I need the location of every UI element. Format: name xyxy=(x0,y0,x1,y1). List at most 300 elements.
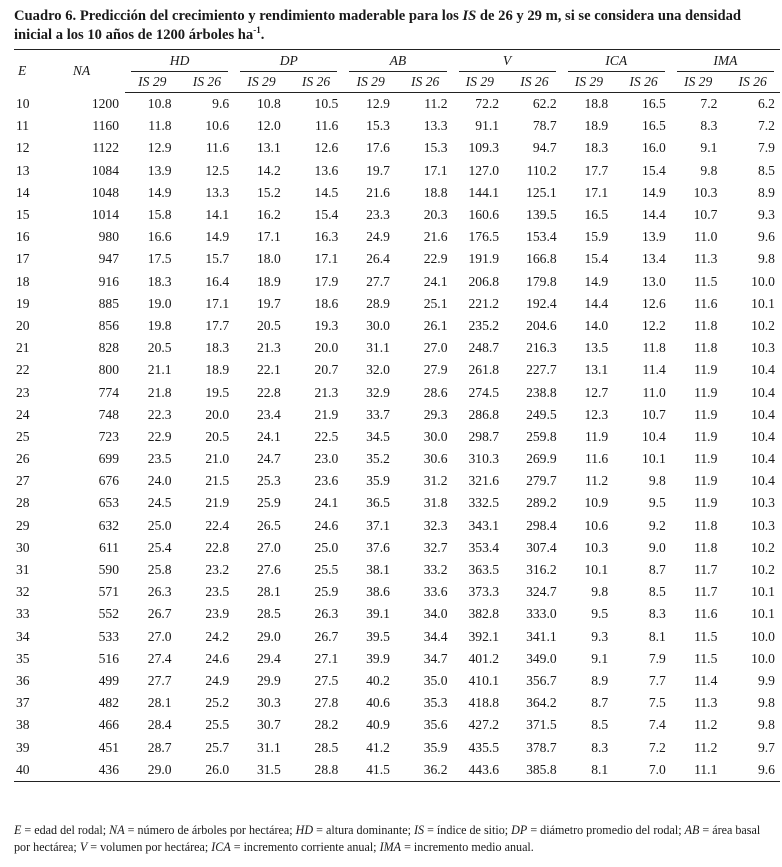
cell-value: 16.6 xyxy=(147,229,172,245)
cell-value: 21.1 xyxy=(147,362,172,378)
cell-value: 10.3 xyxy=(693,184,718,200)
cell-value: 17.1 xyxy=(256,229,281,245)
cell-value: 24.6 xyxy=(205,650,230,666)
cell-age: 31 xyxy=(16,562,30,578)
footnote-term: V xyxy=(79,840,88,854)
cell-value: 25.9 xyxy=(256,495,281,511)
cell-value: 192.4 xyxy=(526,295,557,311)
cell-value: 27.7 xyxy=(147,672,172,688)
cell-value: 19.7 xyxy=(366,162,390,178)
cell-value: 13.9 xyxy=(147,162,172,178)
cell-value: 37.1 xyxy=(366,517,390,533)
cell-value: 36.5 xyxy=(366,495,390,511)
cell-value: 125.1 xyxy=(526,184,557,200)
table-row xyxy=(14,692,780,714)
cell-value: 27.0 xyxy=(423,340,448,356)
cell-value: 206.8 xyxy=(468,273,500,289)
cell-value: 401.2 xyxy=(468,650,500,666)
footnote-term: IS xyxy=(413,823,425,837)
cell-value: 7.5 xyxy=(648,695,666,711)
cell-value: 25.1 xyxy=(423,295,448,311)
cell-value: 37.6 xyxy=(366,539,390,555)
cell-value: 324.7 xyxy=(526,584,557,600)
cell-value: 27.4 xyxy=(147,650,172,666)
growth-yield-table xyxy=(14,49,780,782)
table-row xyxy=(14,359,780,381)
cell-value: 16.5 xyxy=(642,96,666,112)
cell-value: 26.7 xyxy=(314,628,339,644)
table-row xyxy=(14,426,780,448)
cell-value: 22.8 xyxy=(256,384,281,400)
cell-value: 34.7 xyxy=(423,650,448,666)
table-row xyxy=(14,626,780,648)
cell-value: 18.9 xyxy=(584,118,609,134)
cell-value: 24.9 xyxy=(205,672,230,688)
header-group-dp xyxy=(234,50,343,73)
cell-value: 14.2 xyxy=(256,162,281,178)
cell-value: 27.5 xyxy=(314,672,339,688)
cell-value: 23.4 xyxy=(256,406,281,422)
cell-value: 9.6 xyxy=(757,229,775,245)
cell-value: 25.7 xyxy=(205,739,230,755)
cell-value: 18.8 xyxy=(423,184,448,200)
cell-value: 11.8 xyxy=(694,317,718,333)
cell-value: 24.5 xyxy=(147,495,172,511)
cell-value: 9.3 xyxy=(591,628,609,644)
cell-value: 22.4 xyxy=(205,517,230,533)
cell-trees-per-ha: 885 xyxy=(98,295,119,311)
cell-trees-per-ha: 748 xyxy=(98,406,119,422)
cell-value: 160.6 xyxy=(468,207,500,223)
footnote-term: DP xyxy=(511,823,528,837)
cell-trees-per-ha: 571 xyxy=(98,584,119,600)
cell-value: 11.5 xyxy=(694,628,718,644)
cell-value: 17.1 xyxy=(423,162,448,178)
cell-value: 26.3 xyxy=(314,606,339,622)
cell-value: 9.3 xyxy=(757,207,775,223)
cell-value: 20.3 xyxy=(423,207,448,223)
cell-trees-per-ha: 632 xyxy=(98,517,119,533)
cell-trees-per-ha: 676 xyxy=(98,473,119,489)
cell-value: 109.3 xyxy=(468,140,500,156)
cell-age: 12 xyxy=(16,140,30,156)
cell-value: 14.5 xyxy=(314,184,339,200)
cell-value: 235.2 xyxy=(468,317,500,333)
cell-value: 10.0 xyxy=(751,628,775,644)
cell-trees-per-ha: 451 xyxy=(98,739,119,755)
cell-value: 15.4 xyxy=(584,251,609,267)
cell-value: 191.9 xyxy=(468,251,500,267)
table-header xyxy=(14,50,780,93)
cell-value: 16.2 xyxy=(256,207,281,223)
footnote-definition: = diámetro promedio del rodal; xyxy=(527,823,685,837)
table-row xyxy=(14,736,780,758)
cell-value: 10.2 xyxy=(751,539,775,555)
header-group-label: IMA xyxy=(677,51,774,72)
cell-age: 21 xyxy=(16,340,30,356)
header-group-label: HD xyxy=(131,51,228,72)
table-row xyxy=(14,115,780,137)
cell-age: 10 xyxy=(16,95,30,111)
cell-value: 28.8 xyxy=(289,759,344,782)
cell-trees-per-ha: 1014 xyxy=(91,207,119,223)
cell-value: 34.5 xyxy=(366,428,390,444)
cell-value: 20.5 xyxy=(256,317,281,333)
cell-value: 11.0 xyxy=(642,384,666,400)
cell-value: 11.9 xyxy=(694,428,718,444)
cell-value: 39.9 xyxy=(366,650,390,666)
header-group-ima xyxy=(671,50,780,73)
cell-value: 11.6 xyxy=(315,118,339,134)
cell-value: 22.8 xyxy=(205,539,230,555)
caption-is-term: IS xyxy=(462,8,477,24)
cell-age: 26 xyxy=(16,451,30,467)
cell-value: 35.2 xyxy=(366,451,390,467)
cell-value: 378.7 xyxy=(526,739,557,755)
cell-value: 11.6 xyxy=(584,451,609,467)
table-row xyxy=(14,759,780,782)
cell-value: 435.5 xyxy=(468,739,500,755)
cell-value: 12.9 xyxy=(147,140,172,156)
cell-value: 20.7 xyxy=(314,362,339,378)
cell-value: 31.2 xyxy=(423,473,448,489)
cell-value: 31.1 xyxy=(256,739,281,755)
cell-value: 94.7 xyxy=(532,140,557,156)
cell-trees-per-ha: 980 xyxy=(98,229,119,245)
cell-value: 11.2 xyxy=(694,717,718,733)
cell-value: 24.1 xyxy=(256,428,281,444)
cell-value: 9.2 xyxy=(648,517,666,533)
cell-value: 13.1 xyxy=(256,140,281,156)
cell-value: 19.5 xyxy=(205,384,230,400)
cell-value: 29.9 xyxy=(256,672,281,688)
caption-end: . xyxy=(260,27,265,43)
cell-value: 7.9 xyxy=(757,140,775,156)
cell-value: 16.4 xyxy=(205,273,230,289)
cell-value: 11.3 xyxy=(694,695,718,711)
cell-value: 18.9 xyxy=(256,273,281,289)
cell-value: 11.8 xyxy=(694,340,718,356)
cell-age: 34 xyxy=(16,628,30,644)
cell-value: 10.3 xyxy=(751,340,775,356)
cell-value: 35.9 xyxy=(366,473,390,489)
cell-value: 28.1 xyxy=(256,584,281,600)
cell-value: 12.2 xyxy=(642,317,666,333)
cell-value: 9.8 xyxy=(648,473,666,489)
cell-value: 31.8 xyxy=(423,495,448,511)
cell-value: 385.8 xyxy=(507,759,562,782)
cell-age: 30 xyxy=(16,539,30,555)
cell-value: 13.6 xyxy=(314,162,339,178)
caption-middle: de 26 y 29 m, si se considera una densidad inicial a los 10 años de 1200 árboles ha xyxy=(14,8,742,43)
cell-value: 22.5 xyxy=(314,428,339,444)
cell-value: 12.6 xyxy=(314,140,339,156)
cell-age: 20 xyxy=(16,317,30,333)
cell-value: 21.0 xyxy=(205,451,230,467)
cell-age: 16 xyxy=(16,229,30,245)
cell-value: 17.6 xyxy=(366,140,390,156)
cell-value: 176.5 xyxy=(468,229,500,245)
header-group-hd xyxy=(125,50,234,73)
cell-value: 11.5 xyxy=(694,273,718,289)
cell-value: 20.0 xyxy=(314,340,339,356)
cell-value: 24.6 xyxy=(314,517,339,533)
cell-value: 10.8 xyxy=(256,96,281,112)
cell-value: 32.9 xyxy=(366,384,390,400)
cell-value: 8.7 xyxy=(591,695,609,711)
cell-value: 127.0 xyxy=(468,162,500,178)
cell-value: 7.2 xyxy=(648,739,666,755)
cell-value: 8.1 xyxy=(562,759,617,782)
cell-value: 19.0 xyxy=(147,295,172,311)
cell-trees-per-ha: 516 xyxy=(98,650,119,666)
cell-value: 11.8 xyxy=(642,340,666,356)
cell-value: 33.6 xyxy=(423,584,448,600)
cell-value: 10.3 xyxy=(751,495,775,511)
cell-value: 33.7 xyxy=(366,406,390,422)
header-group-label: AB xyxy=(349,51,446,72)
cell-value: 11.3 xyxy=(694,251,718,267)
cell-value: 9.8 xyxy=(757,717,775,733)
cell-value: 26.3 xyxy=(147,584,172,600)
cell-value: 221.2 xyxy=(468,295,500,311)
table-row xyxy=(14,337,780,359)
table-row xyxy=(14,670,780,692)
cell-value: 17.5 xyxy=(147,251,172,267)
cell-age: 28 xyxy=(16,495,30,511)
cell-value: 9.1 xyxy=(591,650,609,666)
cell-value: 14.1 xyxy=(205,207,230,223)
cell-value: 11.5 xyxy=(694,650,718,666)
cell-trees-per-ha: 828 xyxy=(98,340,119,356)
cell-value: 30.3 xyxy=(256,695,281,711)
cell-value: 11.7 xyxy=(694,562,718,578)
cell-value: 24.2 xyxy=(205,628,230,644)
cell-value: 373.3 xyxy=(468,584,500,600)
cell-value: 9.1 xyxy=(700,140,718,156)
cell-value: 25.9 xyxy=(314,584,339,600)
cell-value: 9.0 xyxy=(648,539,666,555)
cell-value: 14.4 xyxy=(584,295,609,311)
cell-value: 12.9 xyxy=(366,96,390,112)
cell-value: 32.0 xyxy=(366,362,390,378)
cell-value: 371.5 xyxy=(526,717,557,733)
cell-value: 28.9 xyxy=(366,295,390,311)
cell-value: 28.1 xyxy=(147,695,172,711)
cell-value: 8.3 xyxy=(700,118,718,134)
cell-value: 32.3 xyxy=(423,517,448,533)
cell-value: 20.0 xyxy=(205,406,230,422)
cell-value: 443.6 xyxy=(453,759,508,782)
cell-value: 353.4 xyxy=(468,539,500,555)
cell-value: 166.8 xyxy=(526,251,557,267)
header-group-ab xyxy=(343,50,452,73)
cell-value: 27.1 xyxy=(314,650,339,666)
cell-value: 20.5 xyxy=(205,428,230,444)
cell-value: 72.2 xyxy=(475,96,500,112)
cell-trees-per-ha: 723 xyxy=(98,428,119,444)
cell-value: 24.1 xyxy=(314,495,339,511)
cell-value: 10.4 xyxy=(751,406,775,422)
cell-value: 10.4 xyxy=(751,362,775,378)
cell-value: 7.2 xyxy=(700,96,718,112)
cell-value: 10.1 xyxy=(584,562,609,578)
cell-trees-per-ha: 800 xyxy=(98,362,119,378)
cell-value: 11.2 xyxy=(424,96,448,112)
cell-age: 25 xyxy=(16,428,30,444)
table-row xyxy=(14,537,780,559)
cell-value: 10.9 xyxy=(584,495,609,511)
table-row xyxy=(14,226,780,248)
cell-value: 26.5 xyxy=(256,517,281,533)
cell-value: 29.0 xyxy=(125,759,180,782)
cell-age: 33 xyxy=(16,606,30,622)
cell-value: 279.7 xyxy=(526,473,557,489)
cell-value: 10.0 xyxy=(751,273,775,289)
cell-age: 39 xyxy=(16,739,30,755)
cell-value: 22.3 xyxy=(147,406,172,422)
cell-value: 333.0 xyxy=(526,606,557,622)
cell-value: 179.8 xyxy=(526,273,557,289)
cell-value: 30.0 xyxy=(423,428,448,444)
table-footnote xyxy=(14,822,772,856)
cell-value: 7.7 xyxy=(648,672,666,688)
cell-value: 23.2 xyxy=(205,562,230,578)
cell-value: 15.4 xyxy=(642,162,666,178)
cell-value: 25.0 xyxy=(314,539,339,555)
cell-age: 17 xyxy=(16,251,30,267)
cell-age: 40 xyxy=(14,759,38,782)
cell-value: 10.6 xyxy=(205,118,230,134)
cell-value: 17.1 xyxy=(584,184,609,200)
cell-value: 9.7 xyxy=(757,739,775,755)
cell-value: 11.9 xyxy=(694,495,718,511)
cell-trees-per-ha: 590 xyxy=(98,562,119,578)
cell-trees-per-ha: 1084 xyxy=(91,162,119,178)
header-na: NA xyxy=(38,50,125,93)
cell-value: 28.7 xyxy=(147,739,172,755)
cell-value: 10.2 xyxy=(751,562,775,578)
cell-value: 8.3 xyxy=(648,606,666,622)
cell-value: 14.9 xyxy=(147,184,172,200)
cell-value: 39.1 xyxy=(366,606,390,622)
cell-value: 30.6 xyxy=(423,451,448,467)
cell-value: 11.8 xyxy=(148,118,172,134)
cell-value: 11.7 xyxy=(694,584,718,600)
cell-value: 13.1 xyxy=(584,362,609,378)
cell-value: 7.0 xyxy=(616,759,671,782)
cell-value: 10.3 xyxy=(751,517,775,533)
cell-value: 7.4 xyxy=(648,717,666,733)
cell-value: 21.6 xyxy=(423,229,448,245)
cell-value: 41.5 xyxy=(343,759,398,782)
cell-value: 35.0 xyxy=(423,672,448,688)
cell-value: 23.0 xyxy=(314,451,339,467)
cell-value: 16.3 xyxy=(314,229,339,245)
cell-value: 32.7 xyxy=(423,539,448,555)
cell-age: 38 xyxy=(16,717,30,733)
cell-value: 15.4 xyxy=(314,207,339,223)
header-sub-is26: IS 26 xyxy=(398,72,453,93)
cell-value: 24.0 xyxy=(147,473,172,489)
table-row xyxy=(14,93,780,116)
cell-age: 27 xyxy=(16,473,30,489)
cell-value: 40.6 xyxy=(366,695,390,711)
table-row xyxy=(14,182,780,204)
cell-value: 8.7 xyxy=(648,562,666,578)
cell-value: 25.3 xyxy=(256,473,281,489)
cell-value: 418.8 xyxy=(468,695,500,711)
footnote-definition: = altura dominante; xyxy=(313,823,414,837)
cell-value: 21.6 xyxy=(366,184,390,200)
footnote-term: NA xyxy=(109,823,125,837)
header-sub-is26: IS 26 xyxy=(616,72,671,93)
cell-value: 298.4 xyxy=(526,517,557,533)
cell-value: 298.7 xyxy=(468,428,500,444)
cell-value: 23.5 xyxy=(147,451,172,467)
table-row xyxy=(14,515,780,537)
cell-value: 13.5 xyxy=(584,340,609,356)
cell-value: 11.4 xyxy=(642,362,666,378)
cell-value: 26.7 xyxy=(147,606,172,622)
footnote-definition: = volumen por hectárea; xyxy=(87,840,212,854)
header-sub-is29: IS 29 xyxy=(562,72,617,93)
table-row xyxy=(14,137,780,159)
cell-value: 21.3 xyxy=(256,340,281,356)
cell-value: 286.8 xyxy=(468,406,500,422)
cell-value: 29.0 xyxy=(256,628,281,644)
cell-trees-per-ha: 699 xyxy=(98,451,119,467)
table-caption xyxy=(14,7,770,45)
cell-value: 7.9 xyxy=(648,650,666,666)
cell-value: 8.1 xyxy=(648,628,666,644)
cell-trees-per-ha: 499 xyxy=(98,672,119,688)
cell-value: 21.9 xyxy=(205,495,230,511)
cell-value: 11.9 xyxy=(694,451,718,467)
cell-value: 15.3 xyxy=(423,140,448,156)
cell-value: 11.4 xyxy=(694,672,718,688)
cell-value: 41.2 xyxy=(366,739,390,755)
cell-value: 316.2 xyxy=(526,562,557,578)
cell-trees-per-ha: 611 xyxy=(99,539,119,555)
cell-value: 227.7 xyxy=(526,362,557,378)
cell-value: 15.3 xyxy=(366,118,390,134)
cell-value: 14.9 xyxy=(584,273,609,289)
cell-age: 29 xyxy=(16,517,30,533)
cell-age: 24 xyxy=(16,406,30,422)
cell-value: 21.8 xyxy=(147,384,172,400)
table-row xyxy=(14,714,780,736)
header-sub-is26: IS 26 xyxy=(725,72,780,93)
header-group-v xyxy=(453,50,562,73)
cell-value: 259.8 xyxy=(526,428,557,444)
cell-value: 28.2 xyxy=(314,717,339,733)
cell-value: 11.9 xyxy=(694,384,718,400)
table-row xyxy=(14,559,780,581)
cell-value: 8.9 xyxy=(757,184,775,200)
cell-age: 13 xyxy=(16,162,30,178)
cell-value: 17.7 xyxy=(205,317,230,333)
cell-value: 10.4 xyxy=(751,384,775,400)
cell-trees-per-ha: 653 xyxy=(98,495,119,511)
cell-value: 332.5 xyxy=(468,495,500,511)
cell-value: 9.8 xyxy=(757,251,775,267)
cell-value: 10.4 xyxy=(751,473,775,489)
cell-value: 17.1 xyxy=(314,251,339,267)
table-row xyxy=(14,448,780,470)
footnote-term: AB xyxy=(684,823,700,837)
cell-value: 12.6 xyxy=(642,295,666,311)
